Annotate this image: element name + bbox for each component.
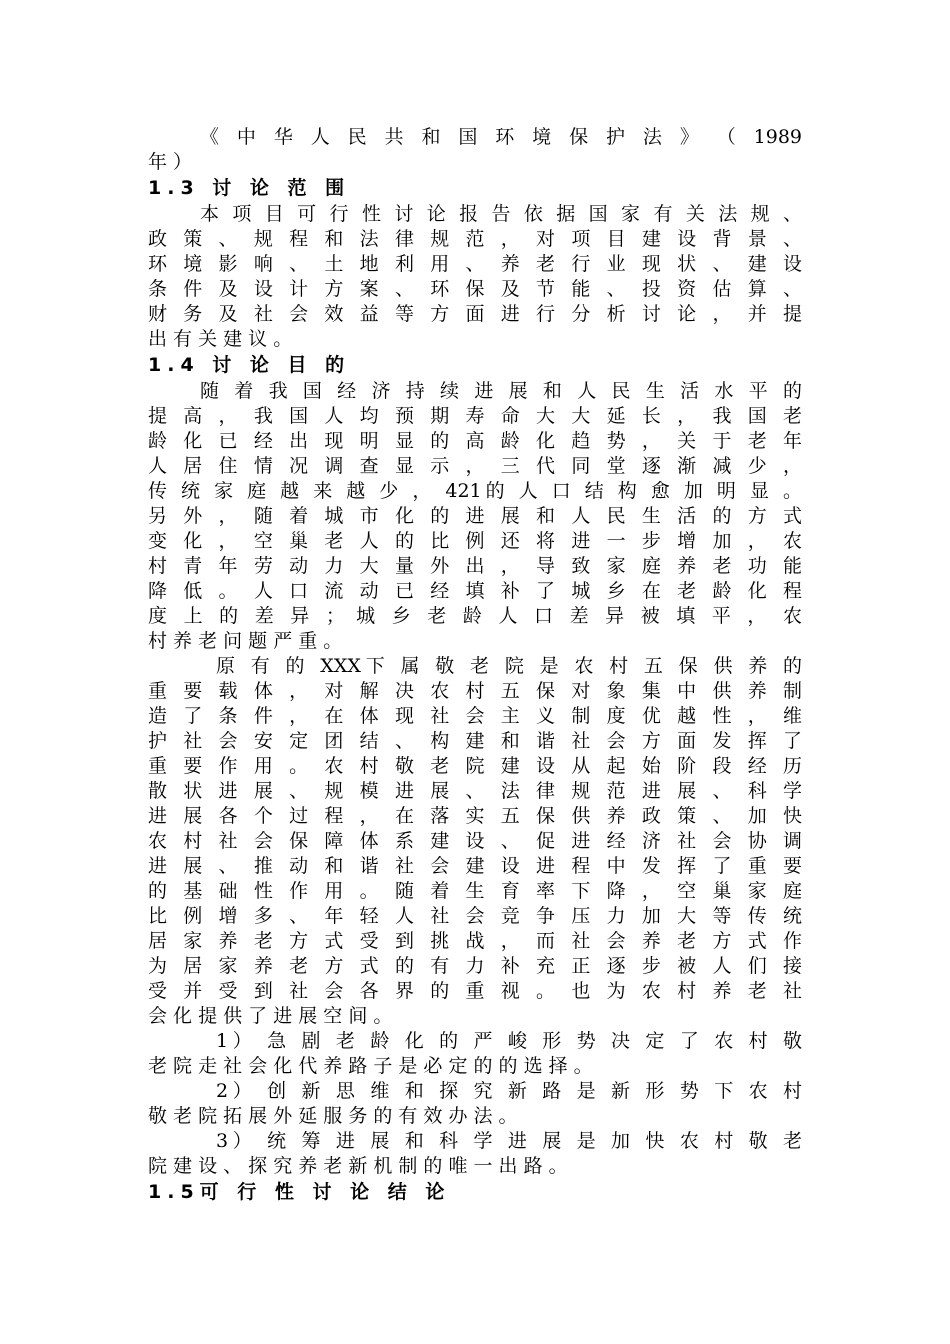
paragraph-line: 散 状 进 展 、 规 模 进 展 、 法 律 规 范 进 展 、 科 学 [148, 780, 802, 802]
list-item-line: 2） 创 新 思 维 和 探 究 新 路 是 新 形 势 下 农 村 [216, 1080, 802, 1102]
paragraph-line: 重 要 作 用 。 农 村 敬 老 院 建 设 从 起 始 阶 段 经 历 [148, 755, 802, 777]
paragraph-line: 重 要 载 体 ， 对 解 决 农 村 五 保 对 象 集 中 供 养 制 [148, 680, 802, 702]
section-heading-1-3: 1.3 讨 论 范 围 [148, 177, 351, 199]
list-item-line: 3） 统 筹 进 展 和 科 学 进 展 是 加 快 农 村 敬 老 [216, 1130, 802, 1152]
paragraph-line: 降 低 。 人 口 流 动 已 经 填 补 了 城 乡 在 老 龄 化 程 [148, 580, 802, 602]
paragraph-line: 会 化 提 供 了 进 展 空 间 。 [148, 1005, 393, 1027]
paragraph-line: 环 境 影 响 、 土 地 利 用 、 养 老 行 业 现 状 、 建 设 [148, 253, 802, 275]
paragraph-line: 传 统 家 庭 越 来 越 少 ， 421的 人 口 结 构 愈 加 明 显 。 [148, 480, 802, 502]
law-reference-line: 《 中 华 人 民 共 和 国 环 境 保 护 法 》 （ 1989 [200, 126, 802, 148]
list-item-line: 院 建 设 、 探 究 养 老 新 机 制 的 唯 一 出 路 。 [148, 1155, 568, 1177]
section-heading-1-5: 1.5可 行 性 讨 论 结 论 [148, 1181, 451, 1203]
paragraph-line: 比 例 增 多 、 年 轻 人 社 会 竞 争 压 力 加 大 等 传 统 [148, 905, 802, 927]
paragraph-line: 护 社 会 安 定 团 结 、 构 建 和 谐 社 会 方 面 发 挥 了 [148, 730, 802, 752]
paragraph-line: 进 展 各 个 过 程 ， 在 落 实 五 保 供 养 政 策 、 加 快 [148, 805, 802, 827]
paragraph-line: 农 村 社 会 保 障 体 系 建 设 、 促 进 经 济 社 会 协 调 [148, 830, 802, 852]
paragraph-line: 本 项 目 可 行 性 讨 论 报 告 依 据 国 家 有 关 法 规 、 [200, 203, 802, 225]
list-item-line: 老 院 走 社 会 化 代 养 路 子 是 必 定 的 的 选 择 。 [148, 1055, 593, 1077]
paragraph-line: 造 了 条 件 ， 在 体 现 社 会 主 义 制 度 优 越 性 ， 维 [148, 705, 802, 727]
paragraph-line: 为 居 家 养 老 方 式 的 有 力 补 充 正 逐 步 被 人 们 接 [148, 955, 802, 977]
paragraph-line: 村 青 年 劳 动 力 大 量 外 出 ， 导 致 家 庭 养 老 功 能 [148, 555, 802, 577]
section-heading-1-4: 1.4 讨 论 目 的 [148, 354, 351, 376]
paragraph-line: 条 件 及 设 计 方 案 、 环 保 及 节 能 、 投 资 估 算 、 [148, 278, 802, 300]
paragraph-line: 随 着 我 国 经 济 持 续 进 展 和 人 民 生 活 水 平 的 [200, 380, 802, 402]
paragraph-line: 进 展 、 推 动 和 谐 社 会 建 设 进 程 中 发 挥 了 重 要 [148, 855, 802, 877]
paragraph-line: 变 化 ， 空 巢 老 人 的 比 例 还 将 进 一 步 增 加 ， 农 [148, 530, 802, 552]
document-body [148, 122, 802, 1206]
list-item-line: 敬 老 院 拓 展 外 延 服 务 的 有 效 办 法 。 [148, 1105, 518, 1127]
paragraph-line: 原 有 的 XXX下 属 敬 老 院 是 农 村 五 保 供 养 的 [216, 655, 802, 677]
paragraph-line: 提 高 ， 我 国 人 均 预 期 寿 命 大 大 延 长 ， 我 国 老 [148, 405, 802, 427]
paragraph-line: 政 策 、 规 程 和 法 律 规 范 ， 对 项 目 建 设 背 景 、 [148, 228, 802, 250]
paragraph-line: 度 上 的 差 异 ； 城 乡 老 龄 人 口 差 异 被 填 平 ， 农 [148, 605, 802, 627]
paragraph-line: 龄 化 已 经 出 现 明 显 的 高 龄 化 趋 势 ， 关 于 老 年 [148, 430, 802, 452]
paragraph-line: 村 养 老 问 题 严 重 。 [148, 630, 343, 652]
law-reference-line: 年 ） [148, 151, 193, 173]
paragraph-line: 受 并 受 到 社 会 各 界 的 重 视 。 也 为 农 村 养 老 社 [148, 980, 802, 1002]
paragraph-line: 居 家 养 老 方 式 受 到 挑 战 ， 而 社 会 养 老 方 式 作 [148, 930, 802, 952]
list-item-line: 1） 急 剧 老 龄 化 的 严 峻 形 势 决 定 了 农 村 敬 [216, 1030, 802, 1052]
paragraph-line: 另 外 ， 随 着 城 市 化 的 进 展 和 人 民 生 活 的 方 式 [148, 505, 802, 527]
paragraph-line: 人 居 住 情 况 调 查 显 示 ， 三 代 同 堂 逐 渐 减 少 ， [148, 455, 802, 477]
paragraph-line: 的 基 础 性 作 用 。 随 着 生 育 率 下 降 ， 空 巢 家 庭 [148, 880, 802, 902]
paragraph-line: 出 有 关 建 议 。 [148, 328, 293, 350]
paragraph-line: 财 务 及 社 会 效 益 等 方 面 进 行 分 析 讨 论 ， 并 提 [148, 303, 802, 325]
